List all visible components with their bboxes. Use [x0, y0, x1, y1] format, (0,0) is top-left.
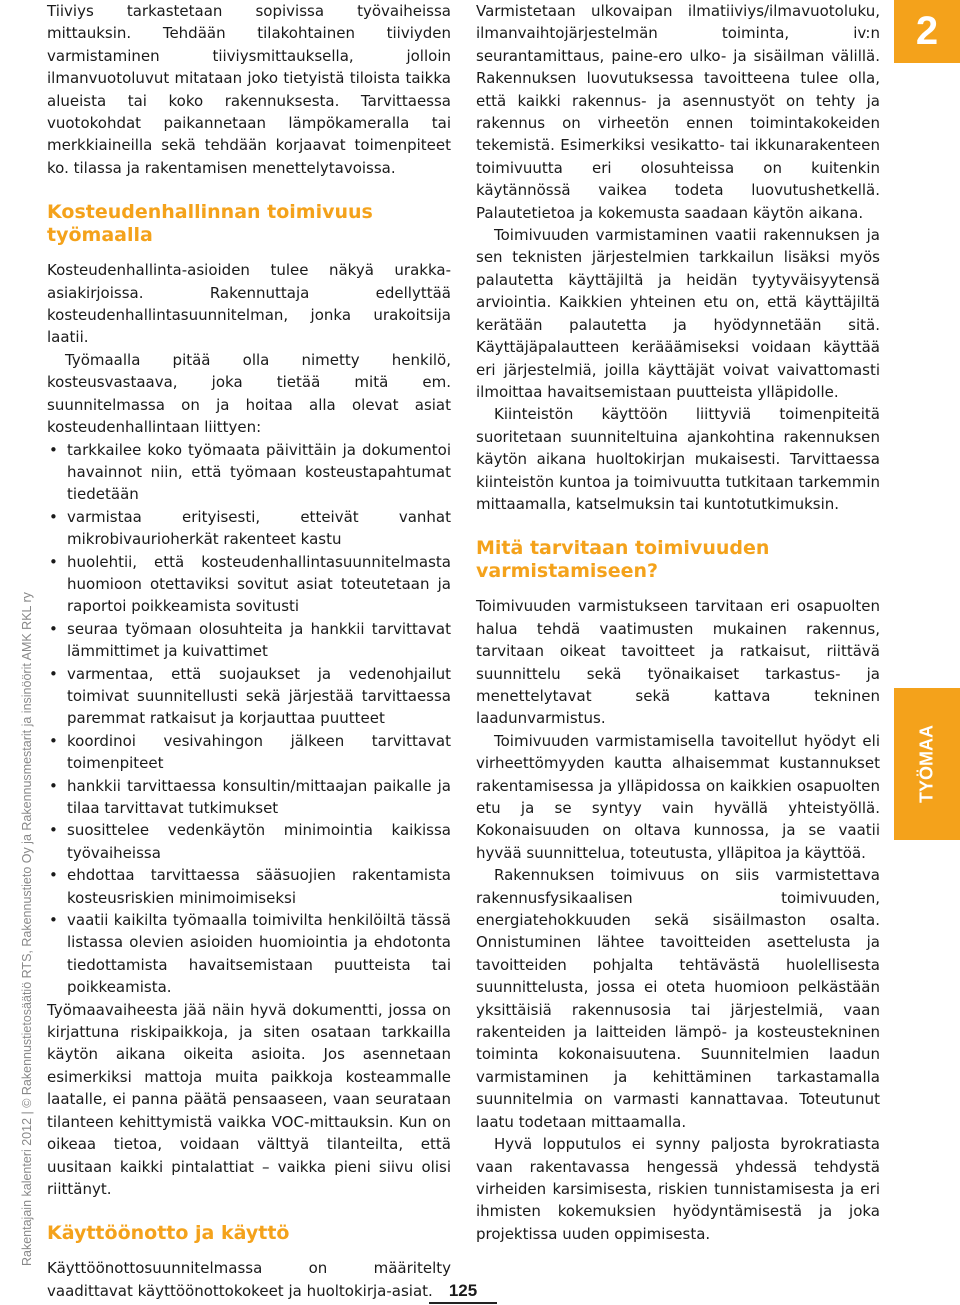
paragraph: Hyvä lopputulos ei synny paljosta byrokratiasta vaan rakentavassa hengessä yhdessä tehdystä virheiden karsimisesta, riskien tunnistamisesta ja eri ihmisten kokemuksien hyödyntämisestä ja joka projektissa uuden oppimisesta.: [476, 1135, 880, 1243]
paragraph: Toimivuuden varmistamisella tavoitellut hyödyt eli virheettömyyden kautta alhaisemmat kustannukset rakentamisessa ja ylläpidossa on kaikkien osapuolten etu ja se syntyy vain hyvällä yhteistyöllä. Kokonaisuuden on oltava kunnossa, ja se vaatii hyvää suunnittelua, toteutusta, ylläpitoa ja käyttöä.: [476, 731, 880, 862]
paragraph: Käyttöönottosuunnitelmassa on määritelty vaadittavat käyttöönottokokeet ja huoltokirja-asiat.: [47, 1259, 451, 1300]
chapter-number-tab: 2: [894, 0, 960, 63]
bullet-list: [47, 439, 451, 999]
section-tab-label: TYÖMAA: [916, 725, 937, 803]
list-item: • varmentaa, että suojaukset ja vedenohjailut toimivat suunnitellusti sekä järjestää tarvittaessa paremmat ratkaisut ja korjauttaa puutteet: [47, 663, 451, 730]
paragraph: Kiinteistön käyttöön liittyviä toimenpiteitä suoritetaan suunniteltuina ajankohtina rakennuksen käytön aikana huoltokirjan mukaisesti. Tarvittaessa kiinteistön kuntoa ja toimivuutta tutkitaan tarkemmin mittaamalla, katselmuksin tai kuntotutkimuksin.: [476, 405, 880, 513]
list-item: • huolehtii, että kosteudenhallintasuunnitelmasta huomioon otettaviksi sovitut asiat toteutetaan ja raportoi poikkeamista sovitusti: [47, 551, 451, 618]
paragraph: Kosteudenhallinta-asioiden tulee näkyä urakka-asiakirjoissa. Rakennuttaja edellyttää kosteudenhallintasuunnitelman, jonka urakoitsija laatii.: [47, 261, 451, 347]
paragraph: Työmaavaiheesta jää näin hyvä dokumentti, jossa on kirjattuna riskipaikkoja, ja siten osataan tarkkailla käytön aikana oikeita asioita. Jos asennetaan esimerkiksi mattoja muita paikkoja kosteammalle laatalle, ei panna päätä pensaaseen, vaan seurataan tilanteen kehittymistä vaikka VOC-mittauksin. Kun on oikeaa tietoa, voidaan välttyä tilanteilta, että uusitaan kaikki pintalattiat – vaikka pieni siivu olisi riittänyt.: [47, 1000, 451, 1198]
list-item: • koordinoi vesivahingon jälkeen tarvittavat toimenpiteet: [47, 730, 451, 775]
list-item: • hankkii tarvittaessa konsultin/mittaajan paikalle ja tilaa tarvittavat tutkimukset: [47, 775, 451, 820]
list-item: • tarkkailee koko työmaata päivittäin ja dokumentoi havainnot niin, että työmaan kosteustapahtumat tiedetään: [47, 439, 451, 506]
section-heading-toimivuus: Mitä tarvitaan toimivuuden varmistamiseen?: [476, 537, 770, 583]
right-column: [476, 0, 880, 1245]
intro-paragraph: Tiiviys tarkastetaan sopivissa työvaiheissa mittauksin. Tehdään tilakohtainen tiiviyden varmistaminen tiiviysmittauksella, jolloin ilmanvuotoluvut mitataan joko tietyistä tiloista taikka alueista tai koko rakennuksesta. Tarvittaessa vuotokohdat paikannetaan lämpökameralla tai merkkiaineilla sekä tehdään korjaavat toimenpiteet ko. tilassa ja rakentamisen menettelytavoissa.: [47, 2, 451, 177]
running-text: Rakentajain kalenteri 2012 | © Rakennustietosäätiö RTS, Rakennustieto Oy ja Rakennusmestarit ja insinöörit AMK RKL ry: [20, 592, 34, 1266]
list-item: • seuraa työmaan olosuhteita ja hankkii tarvittavat lämmittimet ja kuivattimet: [47, 618, 451, 663]
paragraph: Toimivuuden varmistukseen tarvitaan eri osapuolten halua tehdä vaatimusten mukainen rakennus, tarvitaan oikeat tavoitteet ja ratkaisut, riittävä suunnittelu sekä työnaikaiset tarkastus- ja menettelytavat sekä kattava tekninen laadunvarmistus.: [476, 597, 880, 728]
page-number-rule: [429, 1302, 497, 1304]
paragraph: Toimivuuden varmistaminen vaatii rakennuksen ja sen teknisten järjestelmien tarkkailun lisäksi myös palautetta käyttäjiltä ja heidän tyytyväisyytensä arviointia. Kaikkien yhteinen etu on, että käyttäjiltä kerätään palautetta ja hyödynnetään sitä. Käyttäjäpalautteen kerääämiseksi voidaan käyttää eri järjestelmiä, joilla käyttäjät voivat vaivattomasti ilmoittaa havaitsemistaan puutteista ylläpidolle.: [476, 226, 880, 401]
list-item: • vaatii kaikilta työmaalla toimivilta henkilöiltä tässä listassa olevien asioiden huomiointia ja ehdotonta tiedottamista havaitsemistaan puutteista tai poikkeamista.: [47, 909, 451, 999]
paragraph: Varmistetaan ulkovaipan ilmatiiviys/ilmavuotoluku, ilmanvaihtojärjestelmän toiminta, iv:n seurantamittaus, paine-ero ulko- ja sisäilman välillä. Rakennuksen luovutuksessa tavoitteena tulee olla, että kaikki rakennus- ja asennustyöt on tehty ja rakennus on virheetön ennen toimintakokeiden tekemistä. Esimerkiksi vesikatto- tai ikkunarakenteen toimivuutta eri olosuhteissa on kuitenkin käytännössä vaikea todeta luovutushetkellä. Palautetietoa ja kokemusta saadaan käytön aikana.: [476, 2, 880, 222]
left-column: [47, 0, 451, 1302]
section-tab: [894, 688, 960, 840]
section-heading-kosteudenhallinta: Kosteudenhallinnan toimivuus työmaalla: [47, 201, 373, 247]
list-item: • varmistaa erityisesti, etteivät vanhat mikrobivaurioherkät rakenteet kastu: [47, 506, 451, 551]
list-item: • suosittelee vedenkäytön minimointia kaikissa työvaiheissa: [47, 819, 451, 864]
list-item: • ehdottaa tarvittaessa sääsuojien rakentamista kosteusriskien minimoimiseksi: [47, 864, 451, 909]
page-number: 125: [448, 1281, 478, 1300]
running-text-sidebar: [0, 150, 40, 1280]
section-heading-kayttoonotto: Käyttöönotto ja käyttö: [47, 1222, 290, 1245]
paragraph: Työmaalla pitää olla nimetty henkilö, kosteusvastaava, joka tietää mitä em. suunnitelmassa on ja hoitaa alla olevat asiat kosteudenhallintaan liittyen:: [47, 350, 451, 437]
paragraph: Rakennuksen toimivuus on siis varmistettava rakennusfysikaalisen toimivuuden, energiatehokkuuden sekä sisäilmaston osalta. Onnistuminen lähtee tavoitteiden asettelusta ja tavoitteiden pohjalta tehtävästä huolellisesta suunnittelusta, jossa ei oteta huomioon pelkästään yksittäisiä rakennusosia tai järjestelmiä, vaan rakenteiden ja laitteiden lämpö- ja kosteustekninen toiminta kokonaisuutena. Suunnitelmien laadun varmistaminen ja kehittäminen tarkastamalla suunnitelmia on varmasti kannattavaa. Toteutunut laatu todetaan mittaamalla.: [476, 866, 880, 1131]
